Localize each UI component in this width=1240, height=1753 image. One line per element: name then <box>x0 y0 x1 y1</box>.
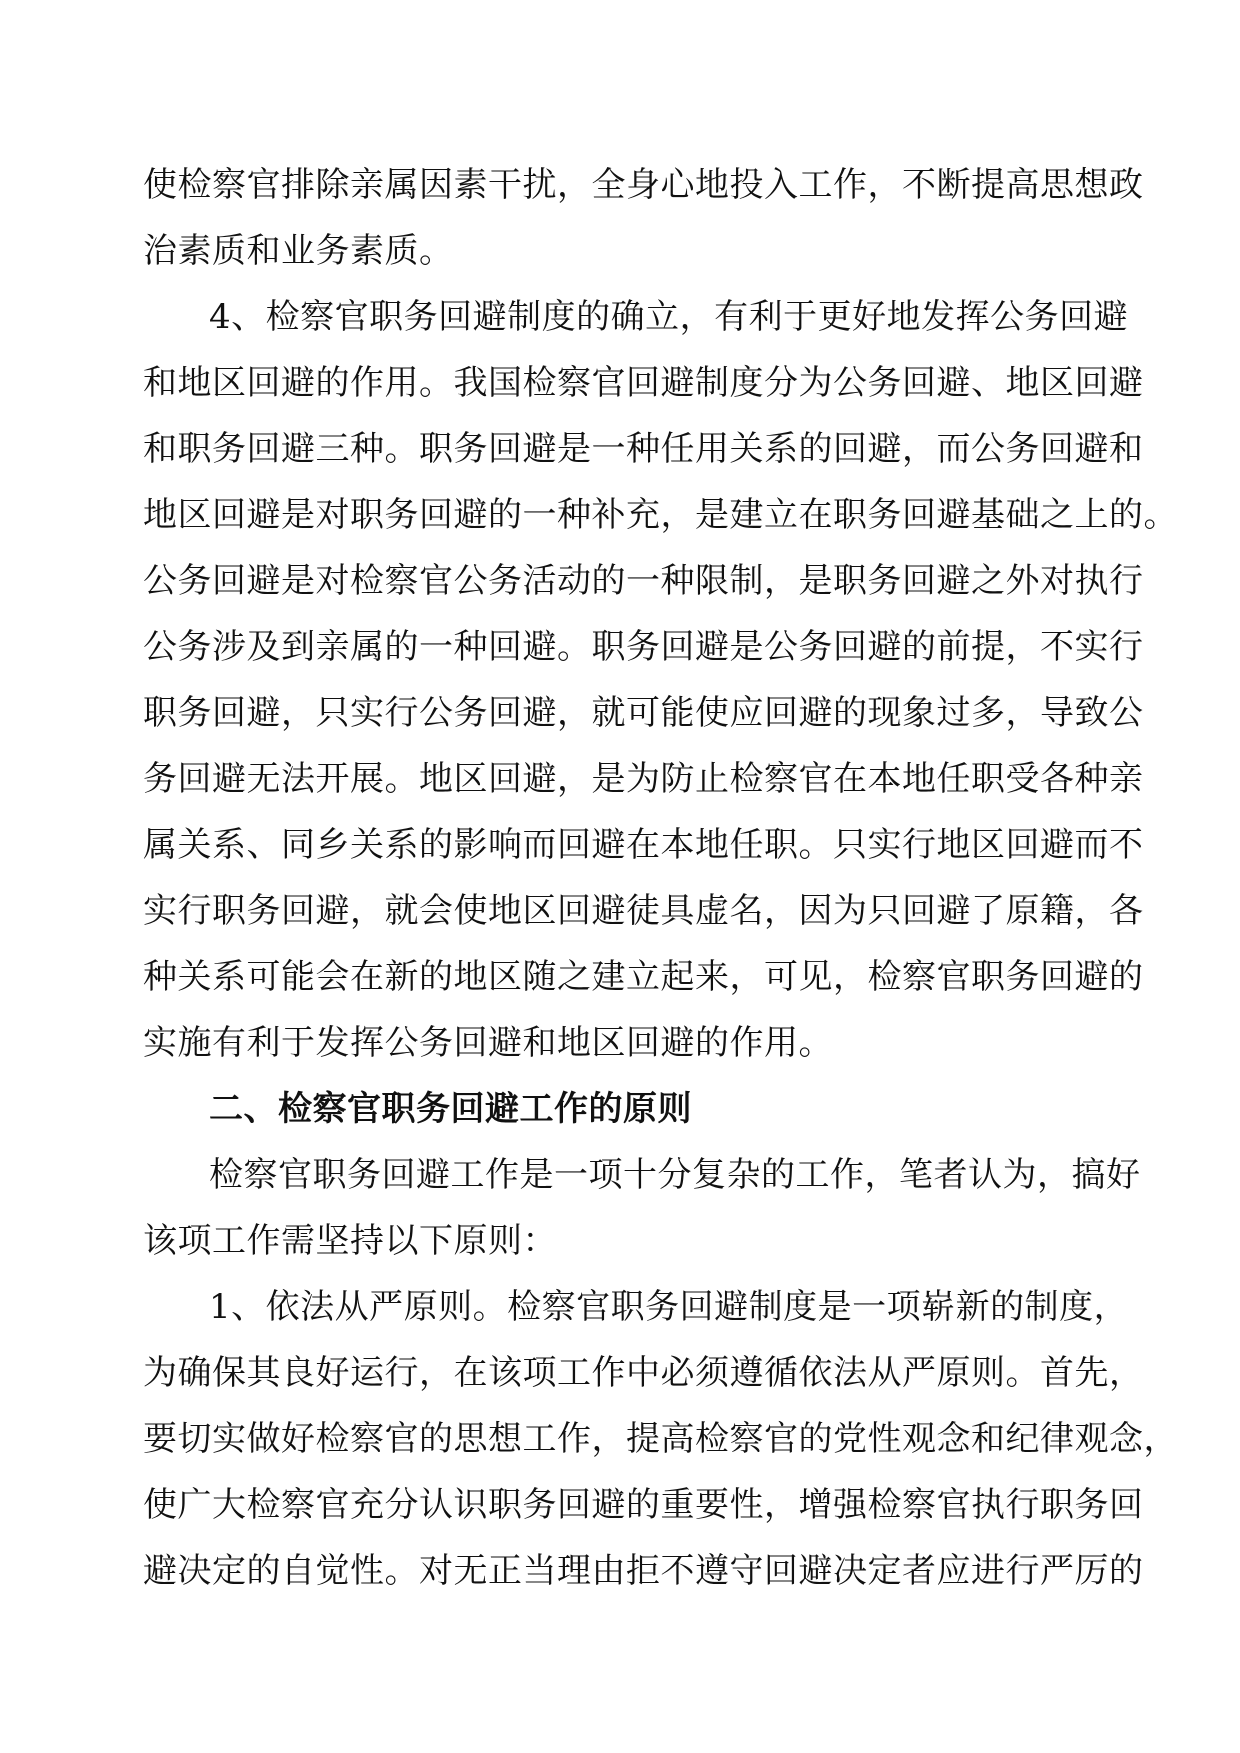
text-line: 使检察官排除亲属因素干扰，全身心地投入工作，不断提高思想政 <box>143 165 1144 205</box>
document-body <box>143 152 1178 1604</box>
text-line: 属关系、同乡关系的影响而回避在本地任职。只实行地区回避而不 <box>143 825 1144 865</box>
text-line: 公务回避是对检察官公务活动的一种限制，是职务回避之外对执行 <box>143 561 1144 601</box>
text-line: 实施有利于发挥公务回避和地区回避的作用。 <box>143 1023 833 1063</box>
section-heading: 二、检察官职务回避工作的原则 <box>209 1089 692 1129</box>
text-line: 4、检察官职务回避制度的确立，有利于更好地发挥公务回避 <box>209 297 1129 337</box>
text-line: 检察官职务回避工作是一项十分复杂的工作，笔者认为，搞好 <box>209 1155 1141 1195</box>
text-line: 该项工作需坚持以下原则： <box>143 1221 557 1261</box>
text-line: 避决定的自觉性。对无正当理由拒不遵守回避决定者应进行严厉的 <box>143 1551 1144 1591</box>
text-line: 职务回避，只实行公务回避，就可能使应回避的现象过多，导致公 <box>143 693 1144 733</box>
text-line: 要切实做好检察官的思想工作，提高检察官的党性观念和纪律观念， <box>143 1419 1178 1459</box>
text-line: 使广大检察官充分认识职务回避的重要性，增强检察官执行职务回 <box>143 1485 1144 1525</box>
text-line: 1、依法从严原则。检察官职务回避制度是一项崭新的制度， <box>209 1287 1129 1327</box>
text-line: 治素质和业务素质。 <box>143 231 454 271</box>
text-line: 实行职务回避，就会使地区回避徒具虚名，因为只回避了原籍，各 <box>143 891 1144 931</box>
text-line: 为确保其良好运行，在该项工作中必须遵循依法从严原则。首先， <box>143 1353 1144 1393</box>
text-line: 公务涉及到亲属的一种回避。职务回避是公务回避的前提，不实行 <box>143 627 1144 667</box>
text-line: 和地区回避的作用。我国检察官回避制度分为公务回避、地区回避 <box>143 363 1144 403</box>
text-line: 种关系可能会在新的地区随之建立起来，可见，检察官职务回避的 <box>143 957 1144 997</box>
text-line: 和职务回避三种。职务回避是一种任用关系的回避，而公务回避和 <box>143 429 1144 469</box>
text-line: 地区回避是对职务回避的一种补充，是建立在职务回避基础之上的。 <box>143 495 1178 535</box>
text-line: 务回避无法开展。地区回避，是为防止检察官在本地任职受各种亲 <box>143 759 1144 799</box>
